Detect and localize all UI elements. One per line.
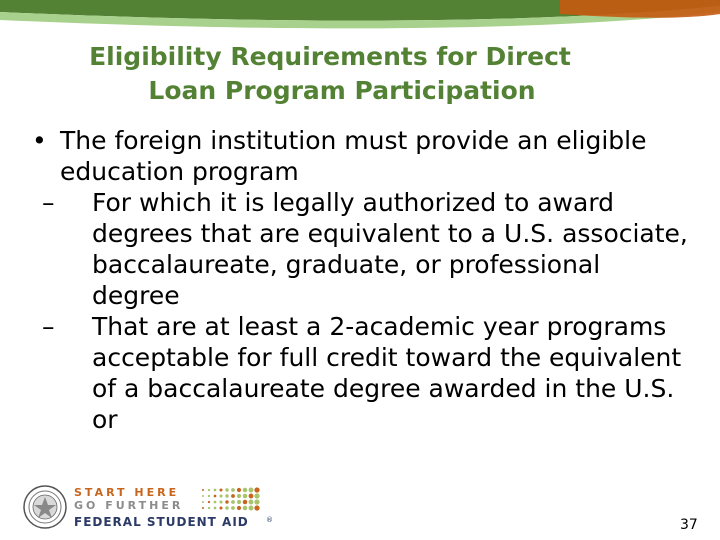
logo-dot	[237, 488, 241, 492]
logo-dot	[225, 500, 228, 503]
logo-dot	[254, 505, 259, 510]
logo-dot	[249, 500, 254, 505]
logo-dot	[214, 495, 217, 498]
logo-dot	[214, 489, 217, 492]
logo-dot	[243, 494, 248, 499]
logo-dot	[254, 493, 259, 498]
sub-bullet-mark: –	[42, 312, 55, 341]
federal-student-aid-logo	[22, 484, 282, 530]
logo-dot	[249, 506, 254, 511]
title-line-2: Loan Program Participation	[148, 76, 536, 105]
sub-bullet-text: That are at least a 2-academic year programs acceptable for full credit toward the equivalent of a baccalaureate degree awarded in the U.S. or	[92, 312, 682, 434]
logo-dot	[208, 495, 210, 497]
logo-dot	[219, 506, 222, 509]
logo-dot	[225, 506, 228, 509]
slide-title	[0, 40, 660, 108]
logo-dot	[208, 507, 210, 509]
logo-dot-grid-icon	[200, 487, 262, 511]
logo-dot	[225, 494, 228, 497]
logo-dot	[231, 494, 235, 498]
logo-dot	[214, 501, 217, 504]
logo-dot	[249, 494, 254, 499]
top-banner	[0, 0, 720, 34]
department-of-education-seal-icon	[22, 484, 68, 530]
logo-dot	[219, 494, 222, 497]
logo-dot	[202, 501, 204, 503]
sub-bullet-item	[30, 311, 690, 435]
logo-dot	[231, 500, 235, 504]
bullet-text: The foreign institution must provide an eligible education program	[60, 126, 647, 186]
sub-bullet-item	[30, 187, 690, 311]
logo-dot	[219, 488, 222, 491]
logo-line-go-further: GO FURTHER	[74, 499, 184, 512]
logo-dot	[202, 507, 204, 509]
logo-dot	[254, 487, 259, 492]
logo-dot	[225, 488, 228, 491]
logo-dot	[219, 500, 222, 503]
logo-dot	[202, 489, 204, 491]
logo-dot	[231, 488, 235, 492]
sub-bullet-mark: –	[42, 188, 55, 217]
logo-dot	[237, 500, 241, 504]
logo-dot	[208, 501, 210, 503]
logo-dot	[249, 488, 254, 493]
logo-dot	[237, 494, 241, 498]
logo-dot	[243, 506, 248, 511]
bullet-item	[30, 125, 690, 187]
logo-dot	[237, 506, 241, 510]
slide-body	[30, 125, 690, 435]
logo-dot	[243, 488, 248, 493]
logo-dot	[231, 506, 235, 510]
sub-bullet-text: For which it is legally authorized to award degrees that are equivalent to a U.S. associate, baccalaureate, graduate, or professional degree	[92, 188, 688, 310]
logo-line-federal-student-aid: FEDERAL STUDENT AID	[74, 515, 249, 529]
bullet-mark: •	[32, 126, 47, 155]
page-number: 37	[680, 517, 698, 533]
logo-dot	[214, 507, 217, 510]
logo-dot	[202, 495, 204, 497]
logo-dot	[208, 489, 210, 491]
logo-dot	[254, 499, 259, 504]
registered-mark: ®	[266, 516, 273, 524]
title-line-1: Eligibility Requirements for Direct	[89, 42, 571, 71]
logo-line-start-here: START HERE	[74, 486, 180, 499]
logo-dot	[243, 500, 248, 505]
